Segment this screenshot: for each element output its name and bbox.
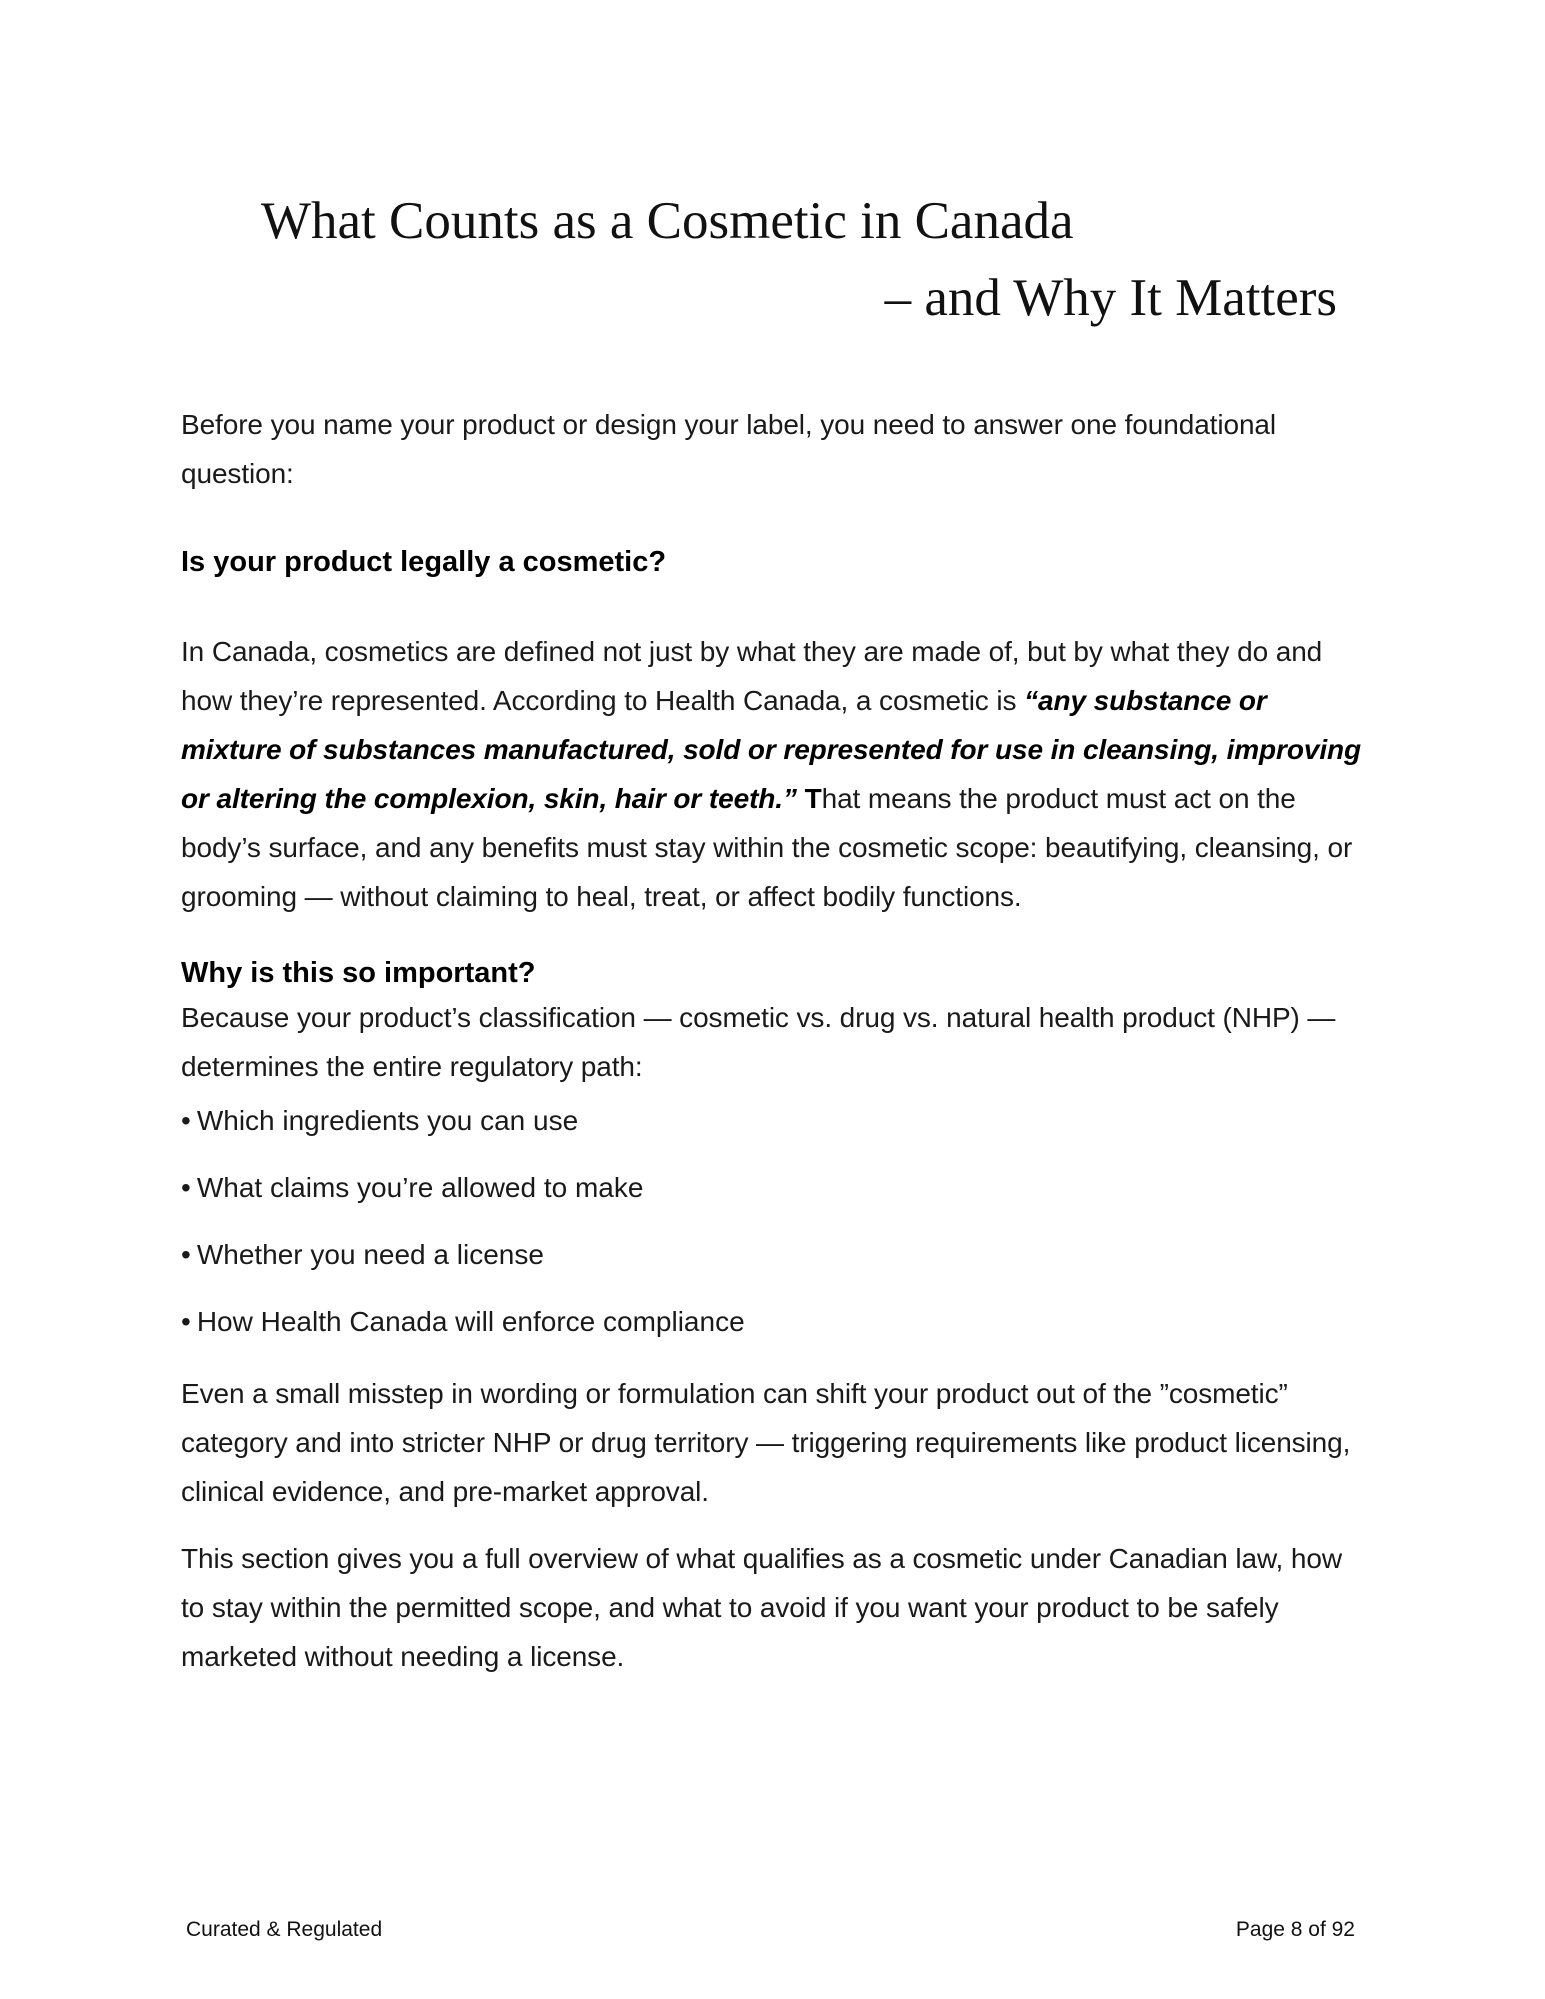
footer-publication-name: Curated & Regulated [186,1918,383,1941]
section-heading-importance: Why is this so important? [181,957,536,989]
footer-page-number: Page 8 of 92 [1235,1918,1355,1941]
bullet-icon: • [181,1105,191,1136]
list-item-text: Whether you need a license [196,1239,544,1270]
list-item-text: What claims you’re allowed to make [196,1172,644,1203]
list-item-text: Which ingredients you can use [196,1105,579,1136]
quote-space [797,783,805,814]
bullet-icon: • [181,1172,191,1203]
definition-text-lead: In Canada, cosmetics are defined not just by what they are made of, but by what they do and how they’re represented. According to Health Canada, a cosmetic is [181,636,1323,716]
list-item [181,1235,1371,1275]
list-item [181,1168,1371,1208]
main-content [181,400,1371,1681]
health-canada-quote: “any substance or mixture of substances manufactured, sold or represented for use in cleansing, improving or altering the complexion, skin, hair or teeth.” [181,685,1362,814]
classification-paragraph: Because your product’s classification — cosmetic vs. drug vs. natural health product (NHP) — determines the entire regulatory path: [181,1002,1336,1082]
regulatory-path-list [181,1101,1371,1342]
definition-text-tail: hat means the product must act on the body’s surface, and any benefits must stay within the cosmetic scope: beautifying, cleansing, or grooming — without claiming to heal, treat, or affect bodily functions. [181,783,1353,912]
page-title-line-2: – and Why It Matters [884,269,1337,327]
section-heading-legal-cosmetic: Is your product legally a cosmetic? [181,546,667,578]
bullet-icon: • [181,1306,191,1337]
overview-paragraph: This section gives you a full overview of what qualifies as a cosmetic under Canadian law, how to stay within the permitted scope, and what to avoid if you want your product to be safely marketed without needing a license. [181,1543,1342,1672]
list-item-text: How Health Canada will enforce compliance [196,1306,745,1337]
definition-bold-letter: T [804,783,822,814]
list-item [181,1302,1371,1342]
page-title-line-1: What Counts as a Cosmetic in Canada [261,192,1074,250]
definition-paragraph [181,627,1371,921]
list-item [181,1101,1371,1141]
misstep-paragraph: Even a small misstep in wording or formulation can shift your product out of the ”cosmetic” category and into stricter NHP or drug territory — triggering requirements like product licensing, clinical evidence, and pre-market approval. [181,1378,1351,1507]
bullet-icon: • [181,1239,191,1270]
intro-paragraph: Before you name your product or design your label, you need to answer one foundational question: [181,409,1277,489]
